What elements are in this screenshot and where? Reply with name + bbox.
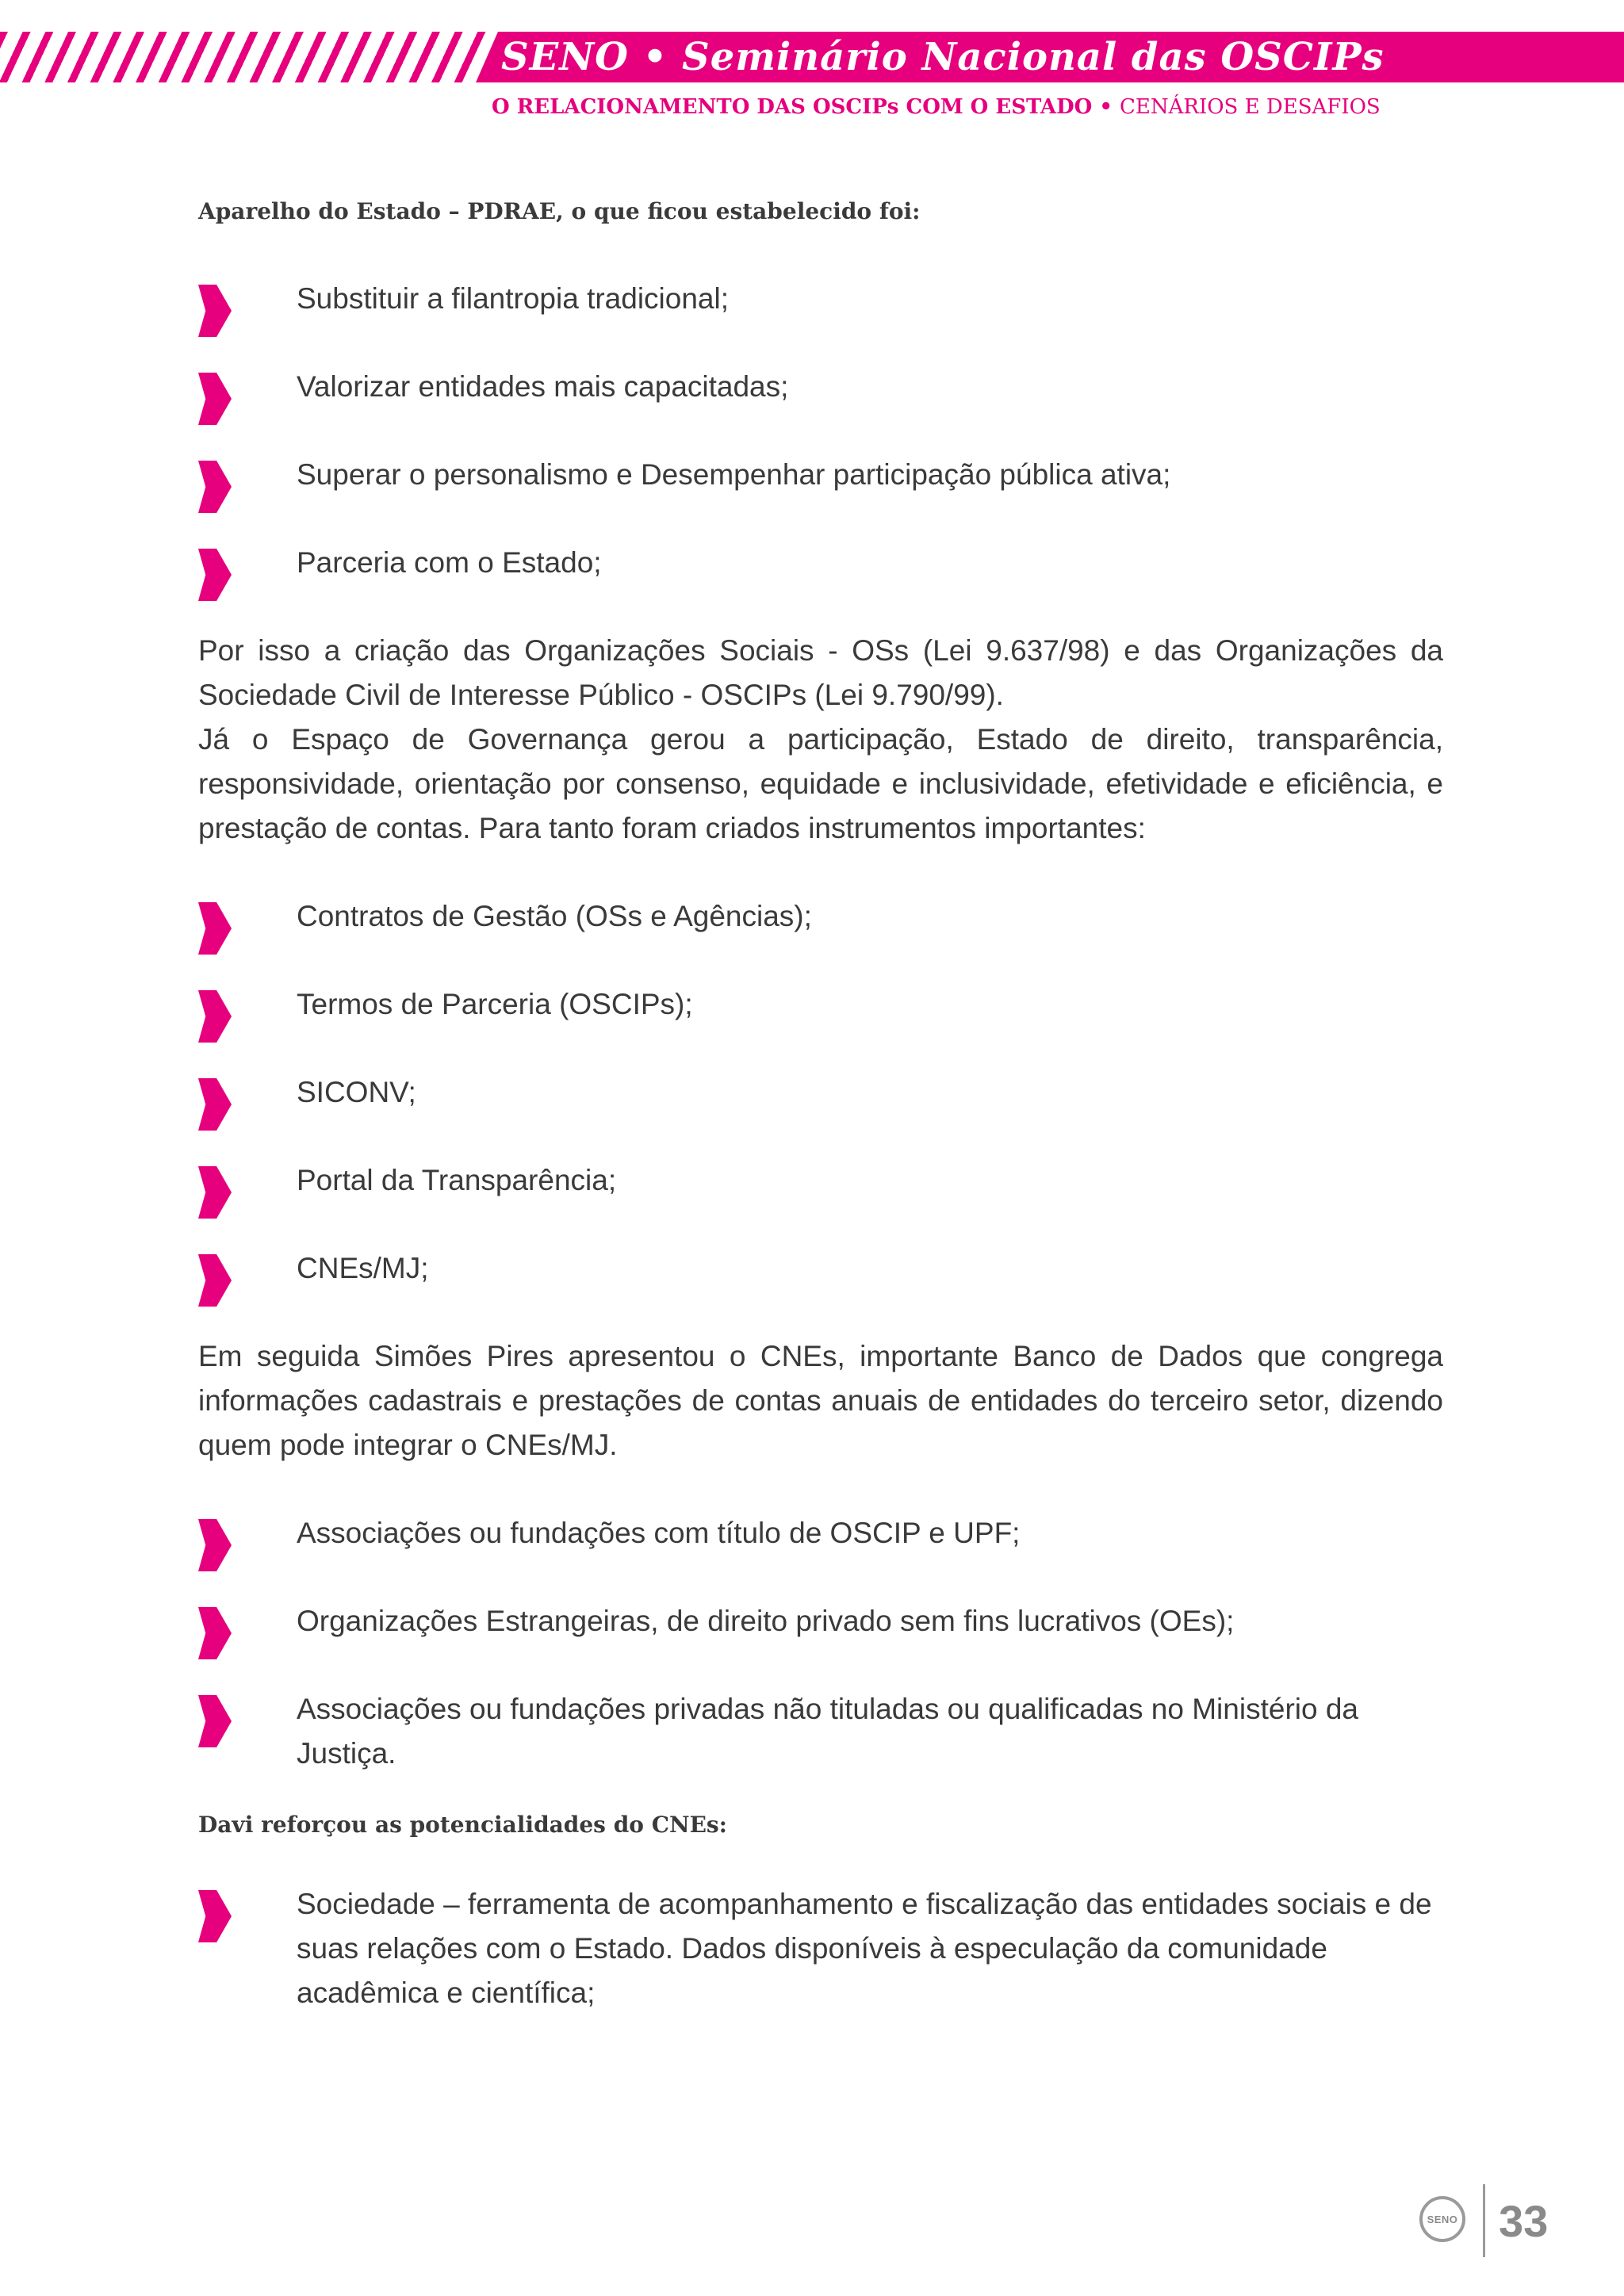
list-item [198, 894, 1443, 939]
list-item-text: Organizações Estrangeiras, de direito privado sem fins lucrativos (OEs); [297, 1605, 1235, 1637]
list-integrantes-cnes [198, 1511, 1443, 1776]
arrow-bullet-icon [198, 1890, 232, 1942]
list-item [198, 1882, 1443, 2015]
list-item-text: Contratos de Gestão (OSs e Agências); [297, 900, 812, 932]
list-potencialidades [198, 1882, 1443, 2015]
list-item [198, 277, 1443, 321]
list-item-text: Superar o personalismo e Desempenhar participação pública ativa; [297, 458, 1171, 491]
list-item [198, 541, 1443, 585]
header-stripes [0, 32, 492, 82]
arrow-bullet-icon [198, 990, 232, 1043]
page-number: 33 [1499, 2196, 1549, 2246]
list-item-text: Associações ou fundações com título de OSCIP e UPF; [297, 1517, 1021, 1549]
seno-logo-icon [1419, 2196, 1465, 2242]
paragraph-cnes: Em seguida Simões Pires apresentou o CNEs, importante Banco de Dados que congrega informações cadastrais e prestações de contas anuais de entidades do terceiro setor, dizendo quem pode integrar o CNEs/MJ. [198, 1340, 1443, 1461]
section-heading-pdrae: Aparelho do Estado – PDRAE, o que ficou estabelecido foi: [198, 198, 921, 224]
list-item-text: Associações ou fundações privadas não tituladas ou qualificadas no Ministério da Justiça. [297, 1693, 1358, 1770]
section-heading-davi: Davi reforçou as potencialidades do CNEs: [198, 1812, 728, 1838]
list-item-text: CNEs/MJ; [297, 1252, 429, 1284]
list-pdrae [198, 277, 1443, 585]
header-title: SENO • Seminário Nacional das OSCIPs [501, 35, 1385, 79]
arrow-bullet-icon [198, 1607, 232, 1659]
list-item-text: Substituir a filantropia tradicional; [297, 282, 730, 315]
header-subtitle-separator: • [1092, 95, 1120, 119]
list-item [198, 1158, 1443, 1203]
header-subtitle-secondary: CENÁRIOS E DESAFIOS [1120, 95, 1381, 119]
arrow-bullet-icon [198, 461, 232, 513]
list-item [198, 982, 1443, 1027]
list-item [198, 1246, 1443, 1291]
list-item-text: Parceria com o Estado; [297, 546, 602, 579]
paragraph-os-oscip: Por isso a criação das Organizações Sociais - OSs (Lei 9.637/98) e das Organizações da Sociedade Civil de Interesse Público - OSCIPs (Lei 9.790/99). [198, 634, 1443, 711]
list-item [198, 1070, 1443, 1115]
list-item [198, 1687, 1443, 1776]
arrow-bullet-icon [198, 1519, 232, 1571]
list-item-text: SICONV; [297, 1076, 416, 1108]
list-item-text: Termos de Parceria (OSCIPs); [297, 988, 693, 1020]
list-instrumentos [198, 894, 1443, 1291]
list-item [198, 1599, 1443, 1644]
list-item-text: Portal da Transparência; [297, 1164, 617, 1196]
footer-logo-text: SENO [1427, 2213, 1458, 2225]
arrow-bullet-icon [198, 1254, 232, 1307]
header-subtitle-main: O RELACIONAMENTO DAS OSCIPs COM O ESTADO [492, 95, 1093, 119]
list-item [198, 453, 1443, 497]
page-content [198, 198, 1443, 2015]
list-item-text: Valorizar entidades mais capacitadas; [297, 370, 789, 403]
header-subtitle [492, 95, 1381, 119]
arrow-bullet-icon [198, 373, 232, 425]
arrow-bullet-icon [198, 1166, 232, 1219]
list-item [198, 365, 1443, 409]
footer-divider [1483, 2184, 1485, 2257]
arrow-bullet-icon [198, 549, 232, 601]
paragraph-governanca: Já o Espaço de Governança gerou a participação, Estado de direito, transparência, responsividade, orientação por consenso, equidade e inclusividade, efetividade e eficiência, e prestação de contas. Para tanto foram criados instrumentos importantes: [198, 723, 1443, 844]
arrow-bullet-icon [198, 902, 232, 955]
list-item-text: Sociedade – ferramenta de acompanhamento e fiscalização das entidades sociais e de suas relações com o Estado. Dados disponíveis à especulação da comunidade acadêmica e científica; [297, 1888, 1432, 2009]
arrow-bullet-icon [198, 1695, 232, 1747]
arrow-bullet-icon [198, 285, 232, 337]
arrow-bullet-icon [198, 1078, 232, 1131]
list-item [198, 1511, 1443, 1556]
